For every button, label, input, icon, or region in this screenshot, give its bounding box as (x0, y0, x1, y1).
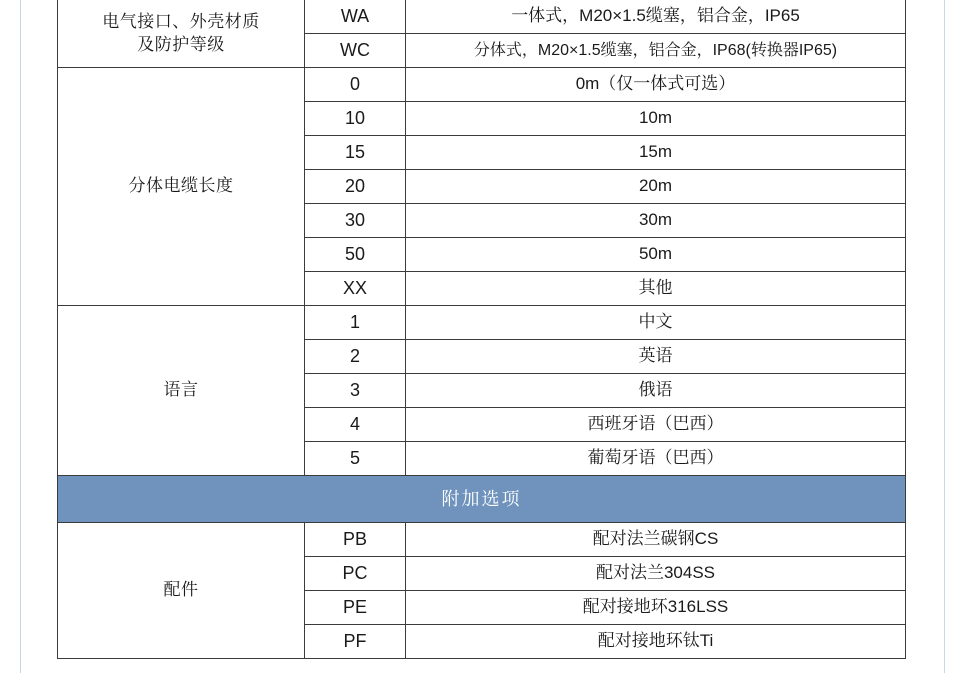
code-cell: PF (305, 625, 406, 659)
description-cell: 配对接地环钛Ti (406, 625, 906, 659)
description-cell: 葡萄牙语（巴西） (406, 442, 906, 476)
code-cell: 1 (305, 306, 406, 340)
code-cell: WC (305, 34, 406, 68)
description-cell: 配对接地环316LSS (406, 591, 906, 625)
category-label: 分体电缆长度 (128, 176, 234, 196)
description-cell: 15m (406, 136, 906, 170)
section-header-label: 附加选项 (58, 476, 906, 523)
code-cell: 2 (305, 340, 406, 374)
page-left-rule (20, 0, 21, 673)
category-cell-language (58, 306, 305, 476)
code-cell: 5 (305, 442, 406, 476)
code-cell: PE (305, 591, 406, 625)
table-row (58, 68, 906, 102)
description-cell: 其他 (406, 272, 906, 306)
category-cell-cable-length (58, 68, 305, 306)
code-cell: PC (305, 557, 406, 591)
description-cell: 配对法兰碳钢CS (406, 523, 906, 557)
code-cell: 0 (305, 68, 406, 102)
page-right-rule (944, 0, 945, 673)
category-cell-electrical (58, 0, 305, 68)
category-cell-accessories (58, 523, 305, 659)
code-cell: XX (305, 272, 406, 306)
description-cell: 20m (406, 170, 906, 204)
description-cell: 英语 (406, 340, 906, 374)
description-cell: 西班牙语（巴西） (406, 408, 906, 442)
table-row (58, 523, 906, 557)
description-cell: 30m (406, 204, 906, 238)
description-cell: 一体式，M20×1.5缆塞，铝合金，IP65 (406, 0, 906, 34)
table-row (58, 0, 906, 34)
code-cell: 50 (305, 238, 406, 272)
description-cell: 0m（仅一体式可选） (406, 68, 906, 102)
section-header-row (58, 476, 906, 523)
code-cell: WA (305, 0, 406, 34)
code-cell: 10 (305, 102, 406, 136)
description-cell: 俄语 (406, 374, 906, 408)
description-cell: 50m (406, 238, 906, 272)
category-label: 配件 (163, 580, 199, 600)
code-cell: 3 (305, 374, 406, 408)
code-cell: 20 (305, 170, 406, 204)
description-cell: 分体式，M20×1.5缆塞，铝合金，IP68(转换器IP65) (406, 34, 906, 68)
code-cell: 30 (305, 204, 406, 238)
product-selection-table (57, 0, 906, 659)
description-cell: 中文 (406, 306, 906, 340)
category-label-line-2: 及防护等级 (137, 34, 225, 54)
code-cell: PB (305, 523, 406, 557)
description-cell: 10m (406, 102, 906, 136)
category-label: 语言 (163, 380, 199, 400)
code-cell: 4 (305, 408, 406, 442)
description-cell: 配对法兰304SS (406, 557, 906, 591)
code-cell: 15 (305, 136, 406, 170)
category-label-line-1: 电气接口、外壳材质 (102, 11, 260, 31)
table-row (58, 306, 906, 340)
